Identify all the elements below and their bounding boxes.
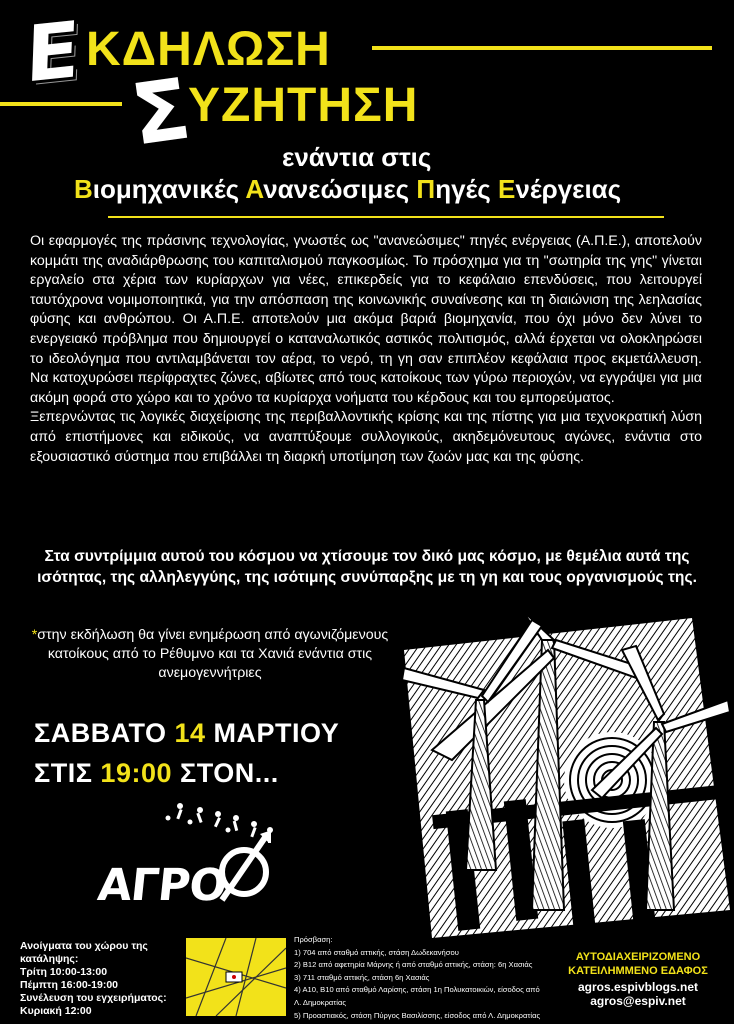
note-text: στην εκδήλωση θα γίνει ενημέρωση από αγωνιζόμενους κατοίκους από το Ρέθυμνο και τα Χανιά ενάντια στις ανεμογεννήτριες <box>37 627 389 681</box>
subtitle-word: ηγές <box>435 174 499 204</box>
subtitle-line2 <box>74 174 621 205</box>
subtitle-word: νέργειας <box>515 174 622 204</box>
subtitle-initial: Π <box>416 174 436 204</box>
access-line: 5) Προαστιακός, στάση Πύργος Βασιλίσσης, είσοδος από Λ. Δημοκρατίας <box>294 1010 541 1020</box>
subtitle-initial: Α <box>245 174 264 204</box>
access-info <box>294 934 542 1022</box>
assembly-time: Κυριακή 12:00 <box>20 1005 92 1017</box>
access-line: 2) Β12 από αφετηρία Μάρνης ή από σταθμό αττικής, στάση: 6η Χασιάς <box>294 960 533 970</box>
note-asterisk: * <box>31 627 38 643</box>
org-line1: ΑΥΤΟΔΙΑΧΕΙΡΙΖΟΜΕΝΟ <box>575 951 701 963</box>
access-line: 4) Α10, Β10 από σταθμό Λαρίσης, στάση 1η Πολυκατοικιών, είσοδος από Λ. Δημοκρατίας <box>294 985 540 1007</box>
assembly-title: Συνέλευση του εγχειρήματος: <box>20 992 167 1004</box>
org-info <box>548 950 728 1008</box>
blog-link[interactable]: agros.espivblogs.net <box>577 980 699 994</box>
title-initial-s: Σ <box>125 59 196 165</box>
event-month: ΜΑΡΤΙΟΥ <box>213 718 340 748</box>
subtitle-word: νανεώσιμες <box>263 174 417 204</box>
title-initial-e: Ε <box>24 5 82 101</box>
location-map-icon <box>186 938 286 1016</box>
org-line2: ΚΑΤΕΙΛΗΜΜΕΝΟ ΕΔΑΦΟΣ <box>568 965 708 977</box>
event-at-label: ΣΤΙΣ <box>34 758 93 788</box>
event-date <box>34 718 339 749</box>
note <box>20 626 400 683</box>
hours-title: Ανοίγματα του χώρου της κατάληψης: <box>20 940 148 965</box>
subtitle-initial: Ε <box>498 174 516 204</box>
title-rule-1 <box>372 46 712 50</box>
event-place-label: ΣΤΟΝ... <box>180 758 279 788</box>
title-line2: ΥΖΗΤΗΣΗ <box>188 79 419 132</box>
title-rule-2 <box>0 102 122 106</box>
event-day-label: ΣΑΒΒΑΤΟ <box>34 718 167 748</box>
subtitle-rule <box>108 216 664 218</box>
paragraph-1: Οι εφαρμογές της πράσινης τεχνολογίας, γνωστές ως "ανανεώσιμες" πηγές ενέργειας (Α.Π.Ε.), αποτελούν κομμάτι της αναδιάρθρωσης του καπιταλισμού παγκοσμίως. Το πρόσχημα για τη "σωτηρία της γης" γίνεται εργαλείο στα χέρια των κυρίαρχων για νέες, επικερδείς για το κεφάλαιο επενδύσεις, που λειτουργεί ταυτόχρονα νομιμοποιητικά, για την απόσπαση της κοινωνικής συναίνεσης και τη διαιώνιση της λεηλασίας φύσης και ανθρώπου. Οι Α.Π.Ε. αποτελούν μια ακόμα βαριά βιομηχανία, που όχι μόνο δεν λύνει το ενεργειακό πρόβλημα που δημιουργεί ο καταναλωτικός αστικός πολιτισμός, αλλά έρχεται να ολοκληρώσει το ιδεολόγημα που αντιλαμβάνεται τον αέρα, το νερό, τη γη σαν επιπλέον κεφάλαια προς εκμετάλλευση. Να κατοχυρώσει περίφραχτες ζώνες, αβίωτες από τους κατοίκους των γύρω περιοχών, να εγγράψει για μια ακόμη φορά στο χώρο και το χρόνο τα κυρίαρχα νοήματα του κέρδους και του εμπορεύματος. <box>30 233 702 406</box>
agro-logo <box>94 800 294 920</box>
event-time <box>34 758 279 789</box>
subtitle-word: ιομηχανικές <box>92 174 246 204</box>
hours-line: Τρίτη 10:00-13:00 <box>20 966 108 978</box>
opening-hours <box>20 940 170 1018</box>
email-link[interactable]: agros@espiv.net <box>590 994 686 1008</box>
bold-statement: Στα συντρίμμια αυτού του κόσμου να χτίσουμε τον δικό μας κόσμο, με θεμέλια αυτά της ισότητας, της αλληλεγγύης, της ισότιμης συνύπαρξης με τη γη και τους οργανισμούς της. <box>37 548 697 586</box>
access-line: 3) 711 σταθμό αττικής, στάση 6η Χασιάς <box>294 972 430 982</box>
subtitle-line1: ενάντια στις <box>282 142 432 172</box>
event-time-value: 19:00 <box>100 758 172 788</box>
event-day-number: 14 <box>174 718 206 748</box>
subtitle-initial: Β <box>74 174 93 204</box>
title-line1: ΚΔΗΛΩΣΗ <box>86 23 331 76</box>
access-title: Πρόσβαση: <box>294 935 333 944</box>
hours-line: Πέμπτη 16:00-19:00 <box>20 979 119 991</box>
logo-text: ΑΓΡΟ <box>95 860 229 911</box>
access-line: 1) 704 από σταθμό αττικής, στάση Δωδεκανήσου <box>294 947 459 957</box>
paragraph-2: Ξεπερνώντας τις λογικές διαχείρισης της περιβαλλοντικής κρίσης και της πίστης για μια τεχνοκρατική λύση από επιστήμονες και ειδικούς, να αναπτύξουμε συλλογικούς, ακηδεμόνευτους αγώνες, ενάντια στο εξουσιαστικό σύστημα που επιβάλλει τη διαρκή υποτίμηση των ζωών μας και της φύσης. <box>30 409 702 465</box>
body-text <box>30 232 702 467</box>
wind-turbine-artwork-icon <box>392 610 732 940</box>
